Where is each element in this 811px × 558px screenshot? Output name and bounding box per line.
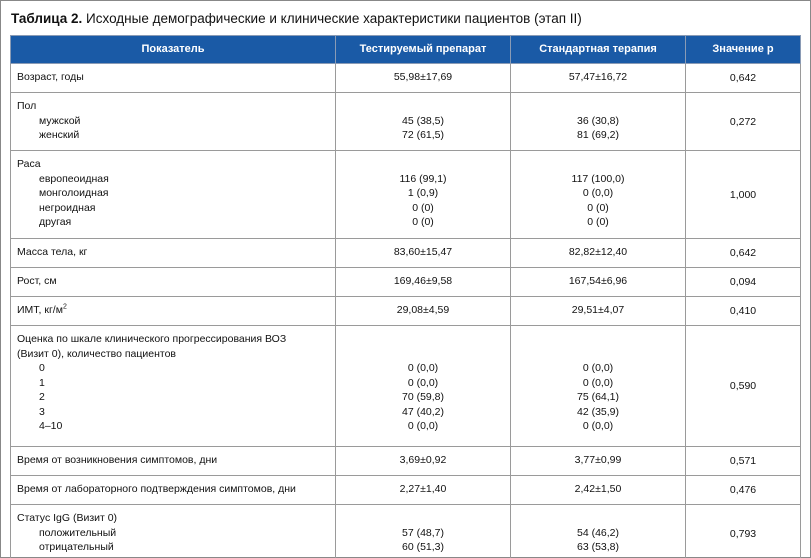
test-value: 0 (0,0) [407, 420, 439, 432]
sub-label: 2 [39, 391, 45, 403]
p-value: 0,590 [686, 326, 801, 447]
test-value: 45 (38,5) [401, 114, 445, 127]
table-row [11, 64, 801, 93]
standard-value: 82,82±12,40 [511, 239, 686, 268]
row-label: Возраст, годы [11, 64, 336, 93]
table-row [11, 476, 801, 505]
standard-value: 117 (100,0) [571, 172, 625, 185]
test-value: 169,46±9,58 [336, 268, 511, 297]
standard-value: 0 (0,0) [582, 420, 614, 432]
test-value: 60 (51,3) [401, 541, 445, 553]
row-label-cell [11, 326, 336, 447]
header-row [11, 36, 801, 64]
row-label-cell [11, 505, 336, 558]
test-value: 116 (99,1) [399, 172, 447, 185]
sub-label: 0 [39, 362, 45, 374]
row-label-cell [11, 93, 336, 151]
test-value: 0 (0,0) [407, 376, 439, 389]
row-label: ИМТ, кг/м [17, 304, 63, 316]
standard-value: 29,51±4,07 [511, 297, 686, 326]
table-row [11, 151, 801, 239]
unit-superscript: 2 [62, 303, 67, 311]
table-row [11, 297, 801, 326]
p-value: 0,642 [686, 64, 801, 93]
row-label: Рост, см [11, 268, 336, 297]
row-label-continued: (Визит 0), количество пациентов [17, 347, 176, 360]
row-label: Пол [17, 100, 37, 112]
standard-values-cell [511, 151, 686, 239]
sub-label: негроидная [39, 201, 96, 214]
test-value: 83,60±15,47 [336, 239, 511, 268]
row-label-cell [11, 151, 336, 239]
p-value: 1,000 [686, 151, 801, 239]
standard-value: 36 (30,8) [576, 114, 620, 127]
test-value: 2,27±1,40 [336, 476, 511, 505]
row-label: Время от лабораторного подтверждения симптомов, дни [11, 476, 336, 505]
sub-label: 1 [39, 376, 45, 389]
test-value: 0 (0,0) [407, 362, 439, 374]
test-value: 0 (0) [412, 216, 434, 228]
standard-value: 63 (53,8) [576, 541, 620, 553]
standard-value: 2,42±1,50 [511, 476, 686, 505]
standard-value: 0 (0,0) [582, 187, 614, 199]
standard-values-cell [511, 93, 686, 151]
sub-label: европеоидная [39, 172, 109, 185]
sub-label: монголоидная [39, 187, 109, 199]
sub-label: мужской [39, 114, 81, 127]
test-value: 57 (48,7) [401, 526, 445, 539]
test-value: 29,08±4,59 [336, 297, 511, 326]
caption-text: Исходные демографические и клинические характеристики пациентов (этап II) [82, 11, 582, 26]
table-row [11, 447, 801, 476]
header-test-drug: Тестируемый препарат [336, 36, 511, 64]
test-values-cell [336, 151, 511, 239]
p-value: 0,571 [686, 447, 801, 476]
p-value: 0,272 [686, 93, 801, 151]
row-label: Статус IgG (Визит 0) [17, 512, 118, 524]
test-values-cell [336, 326, 511, 447]
p-value: 0,793 [686, 505, 801, 558]
sub-label: женский [39, 129, 80, 141]
test-value: 47 (40,2) [401, 405, 445, 418]
standard-values-cell [511, 326, 686, 447]
p-value: 0,094 [686, 268, 801, 297]
characteristics-table [10, 35, 801, 558]
table-row [11, 93, 801, 151]
row-label-cell [11, 297, 336, 326]
standard-value: 0 (0,0) [582, 362, 614, 374]
row-label: Оценка по шкале клинического прогрессирования ВОЗ [17, 333, 287, 345]
header-p-value: Значение p [686, 36, 801, 64]
p-value: 0,476 [686, 476, 801, 505]
standard-value: 81 (69,2) [576, 129, 620, 141]
test-value: 3,69±0,92 [336, 447, 511, 476]
standard-value: 0 (0,0) [582, 376, 614, 389]
header-indicator: Показатель [11, 36, 336, 64]
test-value: 0 (0) [412, 201, 434, 214]
table-row [11, 505, 801, 558]
sub-label: 3 [39, 405, 45, 418]
p-value: 0,410 [686, 297, 801, 326]
standard-value: 3,77±0,99 [511, 447, 686, 476]
sub-label: другая [39, 216, 72, 228]
sub-label: 4–10 [39, 420, 63, 432]
table-caption [11, 10, 582, 27]
standard-value: 0 (0) [587, 216, 609, 228]
standard-value: 167,54±6,96 [511, 268, 686, 297]
sub-label: положительный [39, 526, 117, 539]
table-row [11, 268, 801, 297]
test-value: 1 (0,9) [407, 187, 439, 199]
p-value: 0,642 [686, 239, 801, 268]
standard-values-cell [511, 505, 686, 558]
test-value: 55,98±17,69 [336, 64, 511, 93]
standard-value: 54 (46,2) [576, 526, 620, 539]
row-label: Масса тела, кг [11, 239, 336, 268]
row-label: Время от возникновения симптомов, дни [11, 447, 336, 476]
table-row [11, 239, 801, 268]
standard-value: 0 (0) [587, 201, 609, 214]
standard-value: 42 (35,9) [576, 405, 620, 418]
header-standard-therapy: Стандартная терапия [511, 36, 686, 64]
table-row [11, 326, 801, 447]
sub-label: отрицательный [39, 541, 114, 553]
test-value: 72 (61,5) [401, 129, 445, 141]
test-values-cell [336, 93, 511, 151]
caption-label: Таблица 2. [11, 11, 83, 26]
test-value: 70 (59,8) [401, 391, 445, 403]
row-label: Раса [17, 158, 41, 170]
standard-value: 75 (64,1) [576, 391, 620, 403]
standard-value: 57,47±16,72 [511, 64, 686, 93]
test-values-cell [336, 505, 511, 558]
